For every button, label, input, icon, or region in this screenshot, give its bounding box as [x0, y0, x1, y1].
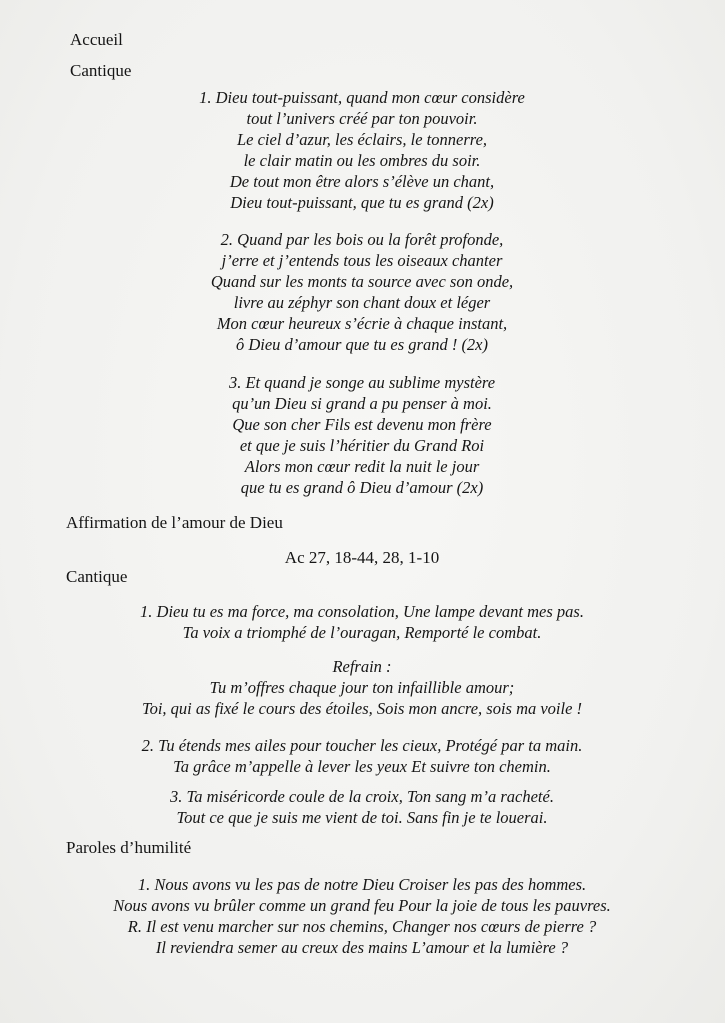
verse-line: 2. Quand par les bois ou la forêt profonde, — [220, 230, 504, 249]
hymn-2-refrain — [62, 656, 662, 719]
verse-line: Mon cœur heureux s’écrie à chaque instant, — [216, 314, 508, 333]
verse-line: que tu es grand ô Dieu d’amour (2x) — [240, 478, 484, 497]
verse-line: Nous avons vu brûler comme un grand feu Pour la joie de tous les pauvres. — [113, 896, 611, 915]
heading-paroles: Paroles d’humilité — [66, 838, 192, 857]
verse-line: Le ciel d’azur, les éclairs, le tonnerre, — [236, 130, 488, 149]
verse-line: tout l’univers créé par ton pouvoir. — [246, 109, 478, 128]
verse-line: De tout mon être alors s’élève un chant, — [229, 172, 495, 191]
verse-line: qu’un Dieu si grand a pu penser à moi. — [232, 394, 492, 413]
verse-line: Ta grâce m’appelle à lever les yeux Et suivre ton chemin. — [173, 757, 551, 776]
verse-line: 1. Dieu tout-puissant, quand mon cœur considère — [199, 88, 525, 107]
scripture-reference: Ac 27, 18-44, 28, 1-10 — [284, 548, 440, 567]
verse-line: Ta voix a triomphé de l’ouragan, Remporté le combat. — [182, 623, 542, 642]
verse-line: 3. Ta miséricorde coule de la croix, Ton sang m’a racheté. — [170, 787, 554, 806]
verse-line: Toi, qui as fixé le cours des étoiles, Sois mon ancre, sois ma voile ! — [141, 699, 583, 718]
verse-line: et que je suis l’héritier du Grand Roi — [239, 436, 485, 455]
verse-line: Quand sur les monts ta source avec son onde, — [210, 272, 514, 291]
hymn-3-verse-1 — [62, 874, 662, 958]
hymn-2-verse-1 — [62, 601, 662, 643]
verse-line: Tu m’offres chaque jour ton infaillible amour; — [209, 678, 515, 697]
verse-line: j’erre et j’entends tous les oiseaux chanter — [221, 251, 503, 270]
verse-line: livre au zéphyr son chant doux et léger — [233, 293, 491, 312]
verse-line: Que son cher Fils est devenu mon frère — [232, 415, 492, 434]
hymn-2-verse-2 — [62, 735, 662, 777]
verse-line: Tout ce que je suis me vient de toi. Sans fin je te louerai. — [176, 808, 548, 827]
heading-cantique-1: Cantique — [70, 61, 132, 80]
verse-line: Dieu tout-puissant, que tu es grand (2x) — [230, 193, 494, 212]
heading-accueil: Accueil — [70, 30, 123, 49]
verse-line: le clair matin ou les ombres du soir. — [243, 151, 481, 170]
verse-line: Alors mon cœur redit la nuit le jour — [244, 457, 480, 476]
hymn-1-verse-2 — [62, 229, 662, 355]
hymn-1-verse-1 — [62, 87, 662, 213]
heading-cantique-2: Cantique — [66, 567, 128, 586]
heading-affirmation: Affirmation de l’amour de Dieu — [66, 513, 283, 532]
hymn-1-verse-3 — [62, 372, 662, 498]
verse-line: 1. Dieu tu es ma force, ma consolation, Une lampe devant mes pas. — [140, 602, 584, 621]
verse-line: R. Il est venu marcher sur nos chemins, Changer nos cœurs de pierre ? — [127, 917, 597, 936]
verse-line: ô Dieu d’amour que tu es grand ! (2x) — [235, 335, 489, 354]
refrain-label: Refrain : — [332, 657, 392, 676]
hymn-2-verse-3 — [62, 786, 662, 828]
verse-line: 2. Tu étends mes ailes pour toucher les cieux, Protégé par ta main. — [141, 736, 583, 755]
verse-line: 3. Et quand je songe au sublime mystère — [228, 373, 496, 392]
verse-line: 1. Nous avons vu les pas de notre Dieu Croiser les pas des hommes. — [137, 875, 587, 894]
verse-line: Il reviendra semer au creux des mains L’amour et la lumière ? — [155, 938, 569, 957]
